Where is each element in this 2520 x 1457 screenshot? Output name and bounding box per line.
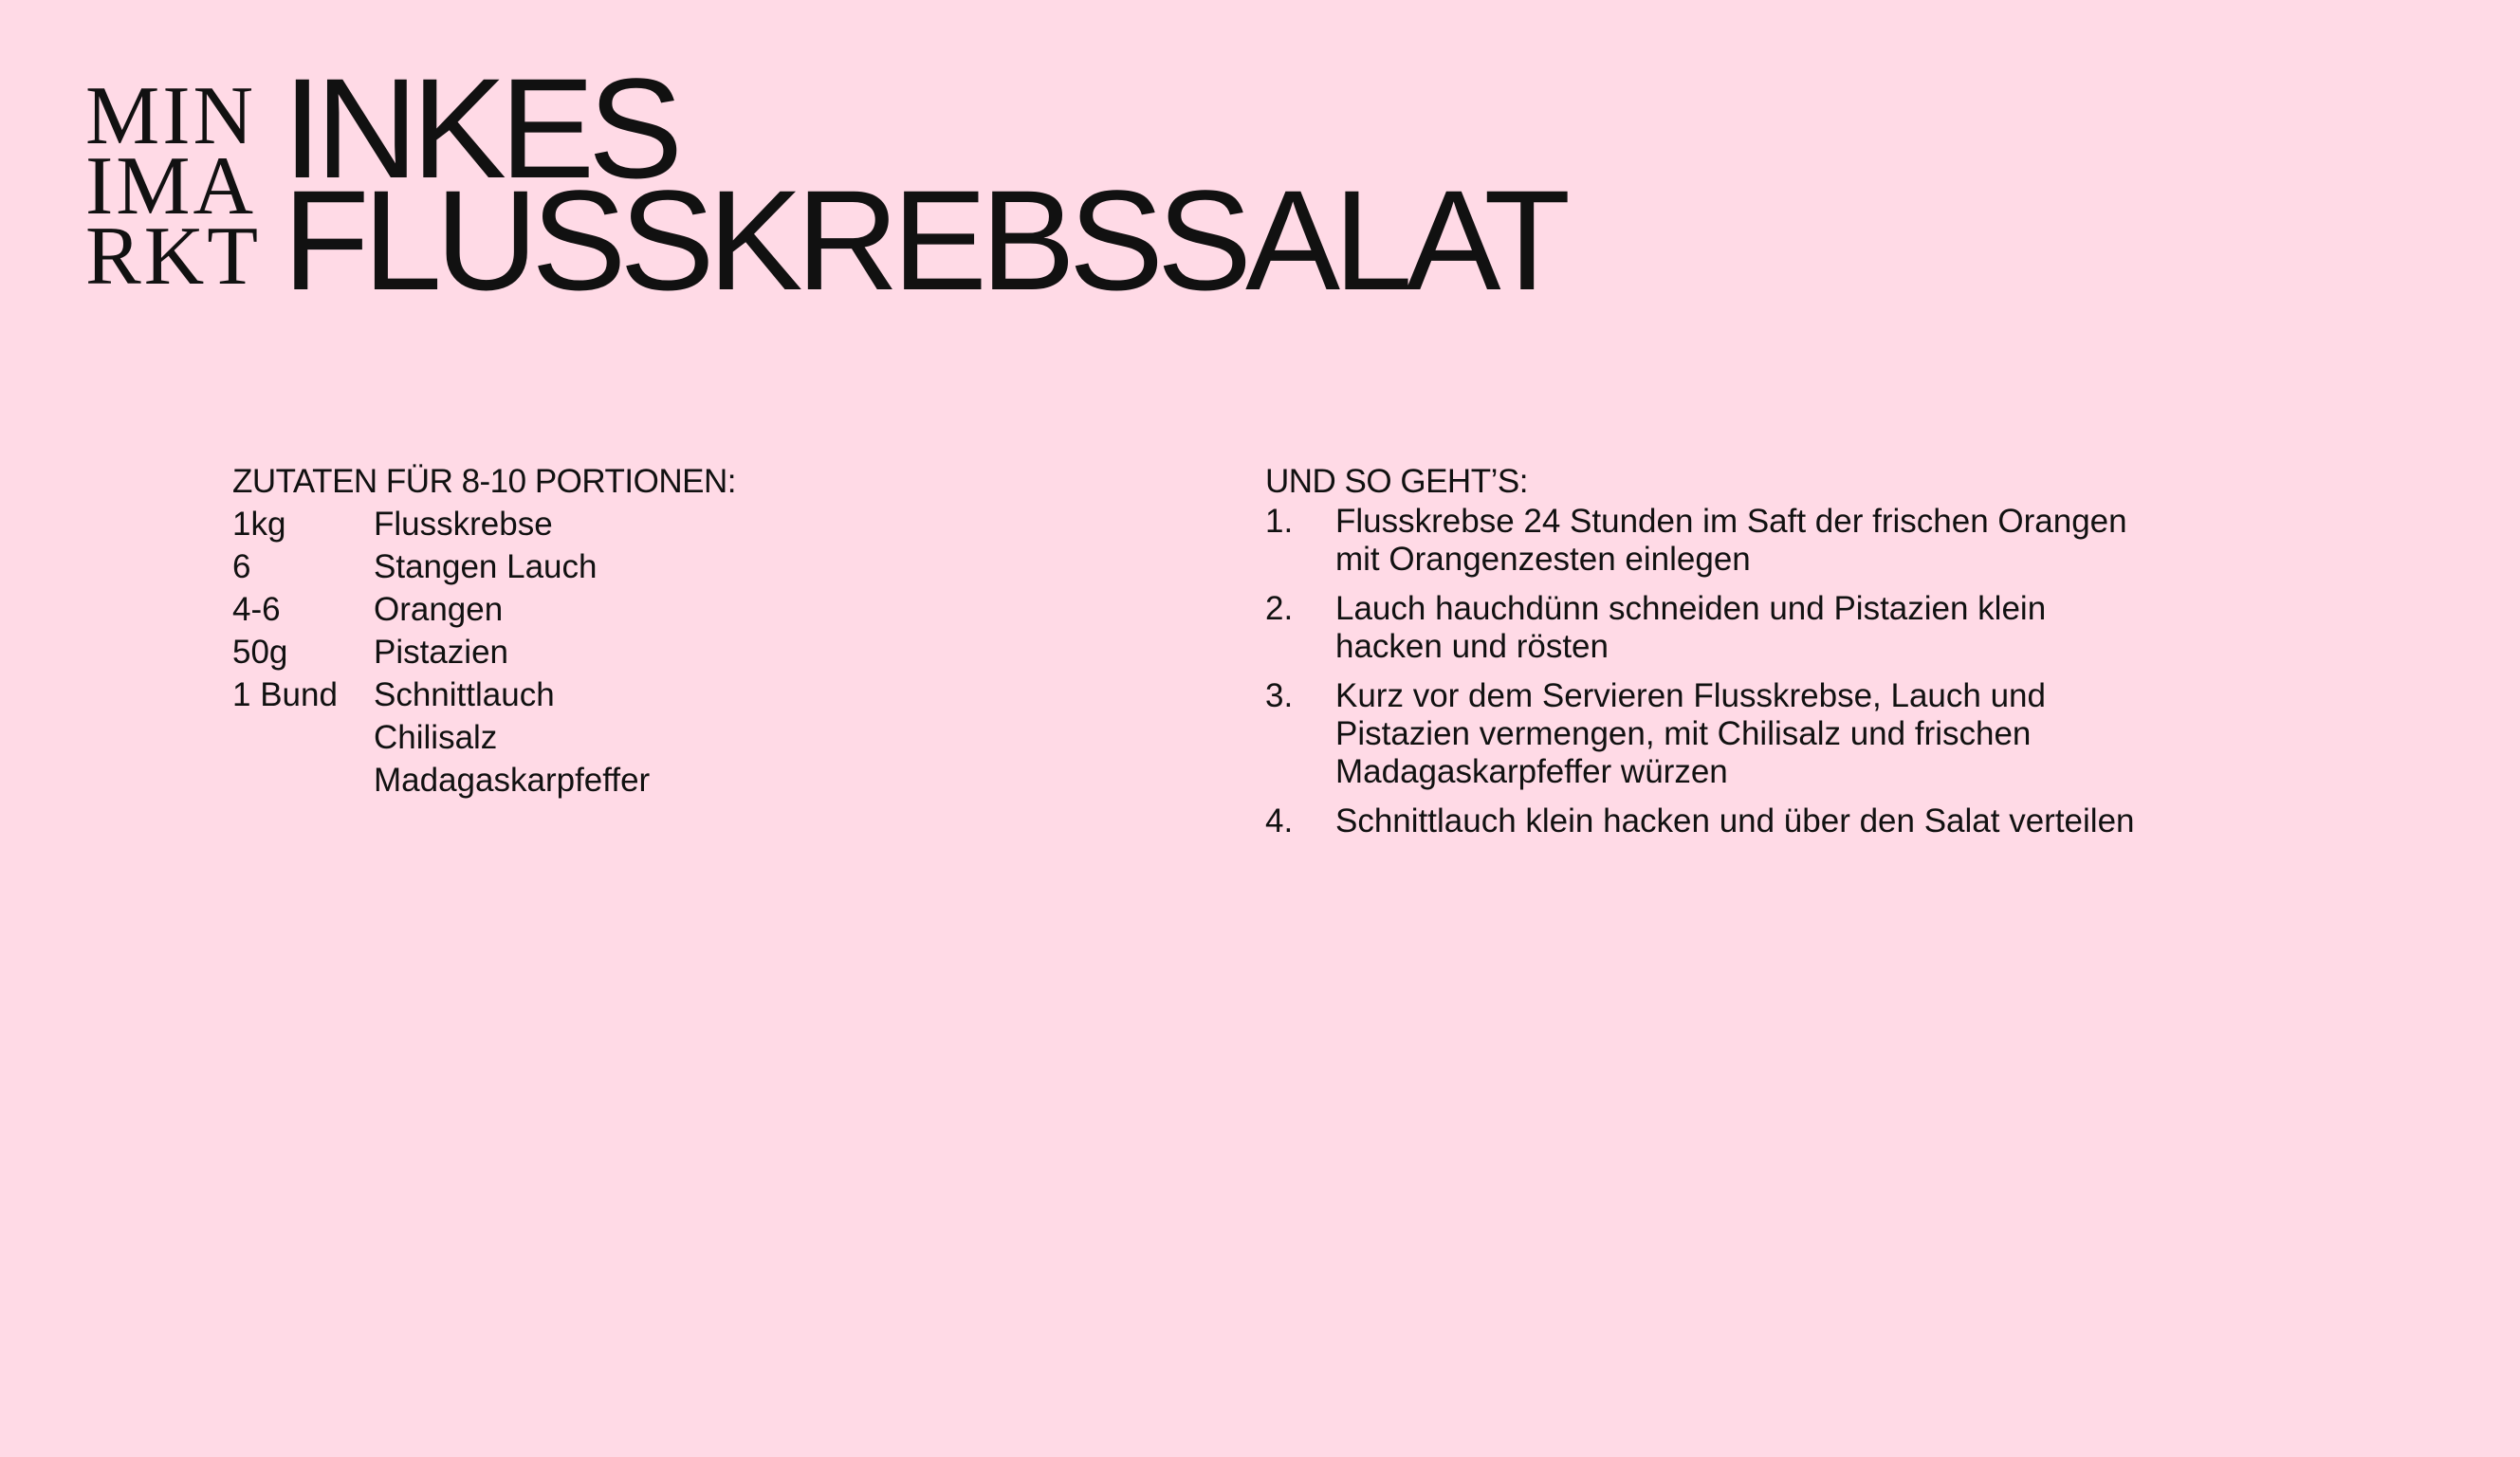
step-number: 2. xyxy=(1265,590,1294,627)
ingredient-quantity: 6 xyxy=(232,548,251,585)
ingredient-row xyxy=(232,545,1086,588)
ingredients-section xyxy=(232,460,1086,802)
step-number: 4. xyxy=(1265,802,1294,839)
step-number: 3. xyxy=(1265,677,1294,714)
ingredient-row xyxy=(232,716,1086,759)
title-line: INKES xyxy=(283,48,677,208)
ingredient-name: Stangen Lauch xyxy=(374,548,598,585)
ingredient-row xyxy=(232,503,1086,545)
step-item xyxy=(1265,503,2157,579)
ingredient-name: Schnittlauch xyxy=(374,676,555,713)
ingredient-name: Chilisalz xyxy=(374,719,498,756)
ingredient-name: Pistazien xyxy=(374,634,509,671)
step-text: Kurz vor dem Servieren Flusskrebse, Lauch und Pistazien vermengen, mit Chilisalz und frischen Madagaskarpfeffer würzen xyxy=(1335,677,2046,790)
brand-logo xyxy=(85,70,266,303)
ingredient-quantity: 50g xyxy=(232,634,288,671)
step-item xyxy=(1265,677,2157,791)
ingredient-row xyxy=(232,631,1086,673)
ingredient-quantity xyxy=(232,759,374,802)
ingredient-row xyxy=(232,588,1086,631)
ingredient-quantity: 4-6 xyxy=(232,591,281,628)
steps-heading: UND SO GEHT’S: xyxy=(1265,463,1528,500)
ingredient-quantity: 1 Bund xyxy=(232,676,338,713)
steps-section xyxy=(1265,460,2157,852)
step-text: Schnittlauch klein hacken und über den Salat verteilen xyxy=(1335,802,2135,839)
ingredient-name: Orangen xyxy=(374,591,504,628)
step-item xyxy=(1265,802,2157,840)
title-line: FLUSSKREBSSALAT xyxy=(283,160,1565,320)
step-item xyxy=(1265,590,2157,666)
ingredients-heading: ZUTATEN FÜR 8-10 PORTIONEN: xyxy=(232,463,736,500)
ingredient-row xyxy=(232,759,1086,802)
step-number: 1. xyxy=(1265,503,1294,540)
ingredient-name: Flusskrebse xyxy=(374,506,553,543)
recipe-title xyxy=(283,48,1565,320)
step-text: Lauch hauchdünn schneiden und Pistazien klein hacken und rösten xyxy=(1335,590,2047,665)
logo-line: MIN xyxy=(85,70,257,162)
ingredient-quantity: 1kg xyxy=(232,506,286,543)
ingredient-quantity xyxy=(232,716,374,759)
ingredient-row xyxy=(232,673,1086,716)
logo-line: IMA xyxy=(85,140,257,232)
logo-line: RKT xyxy=(85,211,261,303)
step-text: Flusskrebse 24 Stunden im Saft der frischen Orangen mit Orangenzesten einlegen xyxy=(1335,503,2127,578)
ingredient-name: Madagaskarpfeffer xyxy=(374,762,651,799)
